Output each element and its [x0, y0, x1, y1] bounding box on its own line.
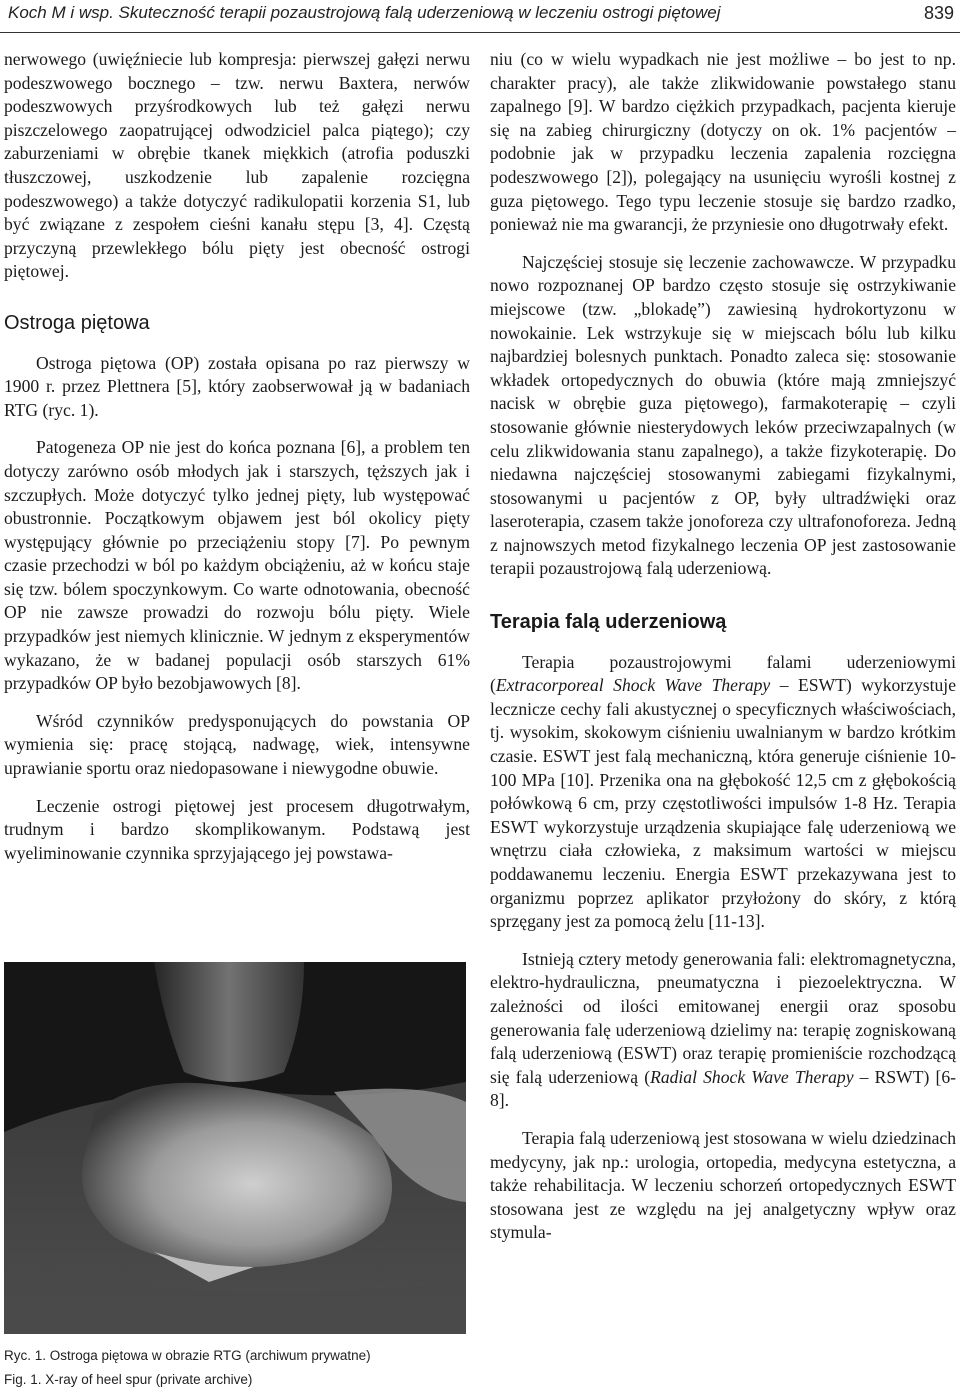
- running-header: [0, 0, 960, 33]
- paragraph: Wśród czynników predysponujących do powstania OP wymienia się: pracę stojącą, nadwagę, wiek, intensywne uprawianie sportu oraz niedopasowane i niewygodne obuwie.: [4, 710, 470, 779]
- paragraph: Ostroga piętowa (OP) została opisana po raz pierwszy w 1900 r. przez Plettnera [5], który zaobserwował ją w badaniach RTG (ryc. 1).: [4, 352, 470, 420]
- text-run: – RSWT) [6-8].: [490, 1066, 956, 1111]
- paragraph: [490, 651, 956, 934]
- section-heading-ostroga: Ostroga piętowa: [4, 311, 150, 334]
- page-number: 839: [923, 3, 954, 23]
- text-run: Terapia pozaustrojowymi falami uderzeniowymi (: [490, 651, 956, 696]
- section-heading-terapia: Terapia falą uderzeniową: [490, 611, 727, 634]
- paragraph: Leczenie ostrogi piętowej jest procesem długotrwałym, trudnym i bardzo skomplikowanym. Podstawą jest wyeliminowanie czynnika sprzyjającego jej powstawa-: [4, 795, 470, 863]
- figure-caption-english: Fig. 1. X-ray of heel spur (private archive): [4, 1372, 253, 1387]
- xray-image: [4, 962, 466, 1334]
- text-run: Istnieją cztery metody generowania fali: elektromagnetyczna, elektro-hydrauliczna, pneumatyczna i piezoelektryczna. W zależności od ilości emitowanej energii oraz sposobu generowania falę uderzeniową dzielimy na: terapię zogniskowaną falą uderzeniową (ESWT) oraz terapię promieniście rozchodzącą się falą uderzeniową (: [490, 948, 956, 1087]
- paragraph: niu (co w wielu wypadkach nie jest możliwe – bo jest to np. charakter pracy), ale także zlikwidowanie powstałego stanu zapalnego [9]. W bardzo ciężkich przypadkach, pacjenta kieruje się na zabieg chirurgiczny (dotyczy on ok. 1% pacjentów – podobnie jak w przypadku leczenia zapalenia rozcięgna podeszwowego [2]), polegający na usunięciu wyrośli kostnej z guza piętowego. Tego typu leczenie stosuje się bardzo rzadko, ponieważ nie ma gwarancji, że przyniesie ono długotrwały efekt.: [490, 49, 956, 235]
- paragraph: [490, 948, 956, 1113]
- paragraph: nerwowego (uwięźniecie lub kompresja: pierwszej gałęzi nerwu podeszwowego bocznego – tzw. nerwu Baxtera, nerwów podeszwowych przyśrodkowych lub też gałęzi nerwu piszczelowego zaopatrującej odwodziciel palca piątego); czy zaburzeniami w obrębie tkanek miękkich (atrofia poduszki tłuszczowej, uszkodzenie lub zapalenie rozcięgna podeszwowego) a także dotyczyć radikulopatii korzenia S1, lub być związane z zespołem cieśni kanału stępu [3, 4]. Częstą przyczyną przewlekłego bólu pięty jest obecność ostrogi piętowej.: [4, 49, 470, 282]
- left-column: [4, 48, 470, 879]
- text-run: – ESWT) wykorzystuje lecznicze cechy fali akustycznej o specyficznych właściwościach, tj. wysokim, skokowym ciśnieniu uwalnianym w bardzo krótkim czasie. ESWT jest falą mechaniczną, która generuje ciśnienie 10-100 MPa [10]. Przenika ona na głębokość 12,5 cm z głębokością połówkową 6 cm, przy częstotliwości impulsów 1-8 Hz. Terapia ESWT wykorzystuje urządzenia skupiające falę uderzeniową we wnętrzu ciała człowieka, z maksimum wartości w miejscu poddawanemu leczeniu. Energia ESWT przekazywana jest to organizmu poprzez aplikator przyłożony do skóry, z którą sprzęgany jest za pomocą żelu [11-13].: [490, 675, 957, 932]
- paragraph: Najczęściej stosuje się leczenie zachowawcze. W przypadku nowo rozpoznanej OP bardzo często stosuje się ostrzykiwanie miejscowe (tzw. „blokadę”) zawiesiną hydrokortyzonu w nowokainie. Lek wstrzykuje się w miejscach bólu lub kilku najbardziej bolesnych punktach. Ponadto zaleca się: stosowanie wkładek ortopedycznych do obuwia (które mają zmniejszyć nacisk w obrębie guza piętowego), farmakoterapię – czyli stosowanie głównie niesterydowych leków przeciwzapalnych (w celu zlikwidowania stanu zapalnego), a także fizykoterapię. Do niedawna najczęściej stosowanymi zabiegami fizykalnymi, stosowanymi u pacjentów z OP, były ultradźwięki oraz laseroterapia, czasem także jonoforeza czy ultrafonoforeza. Jedną z najnowszych metod fizykalnego leczenia OP jest zastosowanie terapii pozaustrojową falą uderzeniową.: [490, 251, 956, 579]
- right-column: [490, 48, 956, 1259]
- running-title: Koch M i wsp. Skuteczność terapii pozaustrojową falą uderzeniową w leczeniu ostrogi piętowej: [8, 3, 721, 22]
- paragraph: Patogeneza OP nie jest do końca poznana [6], a problem ten dotyczy zarówno osób młodych jak i starszych, tęższych jak i szczupłych. Może dotyczyć tylko jednej pięty, lub występować obustronnie. Początkowym objawem jest ból okolicy pięty występujący głównie po przeciążeniu stopy [7]. Po pewnym czasie przechodzi w ból po każdym obciążeniu, aż w końcu staje się tzw. bólem spoczynkowym. Co warte odnotowania, obecność OP nie zawsze prowadzi do rozwoju bólu pięty. Wiele przypadków jest niemych klinicznie. W jednym z eksperymentów wykazano, że w badanej populacji osób starszych 61% przypadków OP było bezobjawowych [8].: [4, 437, 470, 694]
- term-rswt: Radial Shock Wave Therapy: [650, 1066, 854, 1087]
- figure-caption-polish: Ryc. 1. Ostroga piętowa w obrazie RTG (archiwum prywatne): [4, 1348, 371, 1363]
- heel-xray-figure: [4, 962, 466, 1334]
- term-eswt: Extracorporeal Shock Wave Therapy: [495, 675, 771, 696]
- paragraph: Terapia falą uderzeniową jest stosowana w wielu dziedzinach medycyny, jak np.: urologia, ortopedia, medycyna estetyczna, a także rehabilitacja. W leczeniu schorzeń ortopedycznych ESWT stosowana jest ze względu na jej analgetyczny wpływ oraz stymula-: [490, 1127, 956, 1243]
